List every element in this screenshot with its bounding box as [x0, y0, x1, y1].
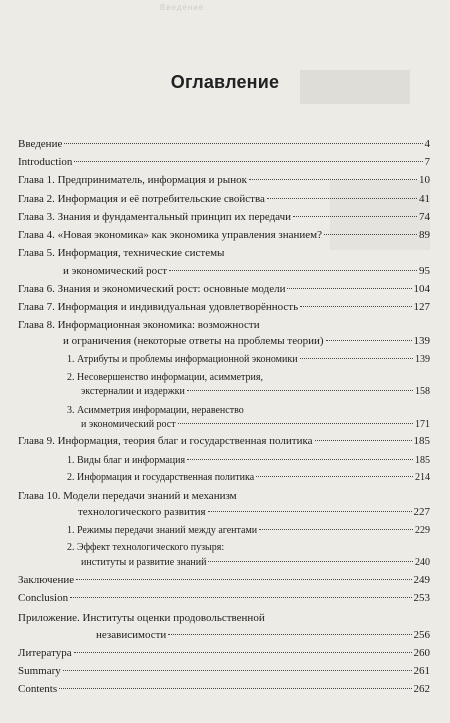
leader-dots	[315, 440, 412, 441]
page-number: 256	[413, 629, 430, 641]
toc-entry-chapter-10-section-2[interactable]: институты и развитие знаний 240	[81, 557, 430, 568]
toc-entry-chapter-10[interactable]: технологического развития 227	[78, 506, 430, 518]
toc-entry-chapter-8-section-3-line1[interactable]: 3. Асимметрия информации, неравенство	[67, 405, 244, 416]
toc-entry-chapter-10-section-1[interactable]: 1. Режимы передачи знаний между агентами 229	[67, 525, 430, 536]
toc-entry-chapter-8-line1[interactable]: Глава 8. Информационная экономика: возможности	[18, 319, 260, 331]
toc-entry-chapter-8-section-2-line1[interactable]: 2. Несовершенство информации, асимметрия,	[67, 372, 263, 383]
toc-entry-contents[interactable]: Contents 262	[18, 683, 430, 695]
toc-entry-chapter-8-section-3[interactable]: и экономический рост 171	[81, 419, 430, 430]
leader-dots	[74, 161, 422, 162]
page-number: 74	[419, 211, 430, 223]
leader-dots	[59, 688, 411, 689]
page-number: 240	[415, 557, 430, 568]
page-title: Оглавление	[170, 72, 280, 92]
page-number: 89	[419, 229, 430, 241]
page-number: 229	[415, 525, 430, 536]
page-number: 4	[424, 138, 430, 150]
leader-dots	[326, 340, 412, 341]
page-number: 95	[419, 265, 430, 277]
leader-dots	[70, 597, 411, 598]
leader-dots	[259, 529, 413, 530]
toc-entry-literature[interactable]: Литература 260	[18, 647, 430, 659]
page-number: 171	[415, 419, 430, 430]
toc-entry-chapter-2[interactable]: Глава 2. Информация и её потребительские свойства 41	[18, 193, 430, 205]
leader-dots	[187, 459, 413, 460]
toc-entry-chapter-5-line1[interactable]: Глава 5. Информация, технические системы	[18, 247, 225, 259]
toc-entry-appendix[interactable]: независимости 256	[96, 629, 430, 641]
leader-dots	[208, 561, 413, 562]
toc-entry-conclusion-ru[interactable]: Заключение 249	[18, 574, 430, 586]
leader-dots	[169, 270, 417, 271]
toc-entry-chapter-6[interactable]: Глава 6. Знания и экономический рост: основные модели 104	[18, 283, 430, 295]
leader-dots	[63, 670, 412, 671]
toc-entry-chapter-4[interactable]: Глава 4. «Новая экономика» как экономика управления знанием? 89	[18, 229, 430, 241]
page-number: 127	[413, 301, 430, 313]
page-number: 139	[415, 354, 430, 365]
page-number: 158	[415, 386, 430, 397]
leader-dots	[300, 358, 413, 359]
toc-entry-summary[interactable]: Summary 261	[18, 665, 430, 677]
page-number: 214	[415, 472, 430, 483]
toc-entry-chapter-8[interactable]: и ограничения (некоторые ответы на проблемы теории) 139	[63, 335, 430, 347]
page-number: 253	[413, 592, 430, 604]
leader-dots	[267, 198, 417, 199]
page-number: 10	[419, 174, 430, 186]
toc-entry-chapter-9-section-1[interactable]: 1. Виды благ и информация 185	[67, 455, 430, 466]
page-number: 104	[413, 283, 430, 295]
toc-entry-chapter-5[interactable]: и экономический рост 95	[63, 265, 430, 277]
page-number: 227	[413, 506, 430, 518]
toc-entry-conclusion-en[interactable]: Conclusion 253	[18, 592, 430, 604]
leader-dots	[187, 390, 413, 391]
bleed-through-header: Введение	[160, 3, 205, 12]
toc-entry-chapter-10-section-2-line1[interactable]: 2. Эффект технологического пузыря:	[67, 542, 225, 553]
toc-entry-chapter-8-section-2[interactable]: экстерналии и издержки 158	[81, 386, 430, 397]
page-number: 261	[413, 665, 430, 677]
leader-dots	[300, 306, 411, 307]
page-number: 185	[413, 435, 430, 447]
toc-entry-chapter-9[interactable]: Глава 9. Информация, теория благ и государственная политика 185	[18, 435, 430, 447]
page-number: 139	[413, 335, 430, 347]
toc-entry-introduction-en[interactable]: Introduction 7	[18, 156, 430, 168]
toc-entry-chapter-8-section-1[interactable]: 1. Атрибуты и проблемы информационной экономики 139	[67, 354, 430, 365]
page-number: 41	[419, 193, 430, 205]
leader-dots	[249, 179, 417, 180]
page-number: 262	[413, 683, 430, 695]
leader-dots	[293, 216, 417, 217]
leader-dots	[76, 579, 411, 580]
leader-dots	[287, 288, 411, 289]
toc-entry-appendix-line1[interactable]: Приложение. Институты оценки продовольственной	[18, 612, 265, 624]
page-number: 7	[424, 156, 430, 168]
toc-entry-chapter-7[interactable]: Глава 7. Информация и индивидуальная удовлетворённость 127	[18, 301, 430, 313]
leader-dots	[208, 511, 412, 512]
leader-dots	[178, 423, 413, 424]
leader-dots	[74, 652, 412, 653]
toc-entry-chapter-3[interactable]: Глава 3. Знания и фундаментальный принцип их передачи 74	[18, 211, 430, 223]
toc-entry-introduction-ru[interactable]: Введение 4	[18, 138, 430, 150]
leader-dots	[256, 476, 413, 477]
page-number: 185	[415, 455, 430, 466]
page-number: 260	[413, 647, 430, 659]
toc-entry-chapter-10-line1[interactable]: Глава 10. Модели передачи знаний и механизм	[18, 490, 237, 502]
leader-dots	[168, 634, 411, 635]
toc-entry-chapter-9-section-2[interactable]: 2. Информация и государственная политика 214	[67, 472, 430, 483]
leader-dots	[64, 143, 422, 144]
leader-dots	[324, 234, 417, 235]
page-number: 249	[413, 574, 430, 586]
toc-entry-chapter-1[interactable]: Глава 1. Предприниматель, информация и рынок 10	[18, 174, 430, 186]
